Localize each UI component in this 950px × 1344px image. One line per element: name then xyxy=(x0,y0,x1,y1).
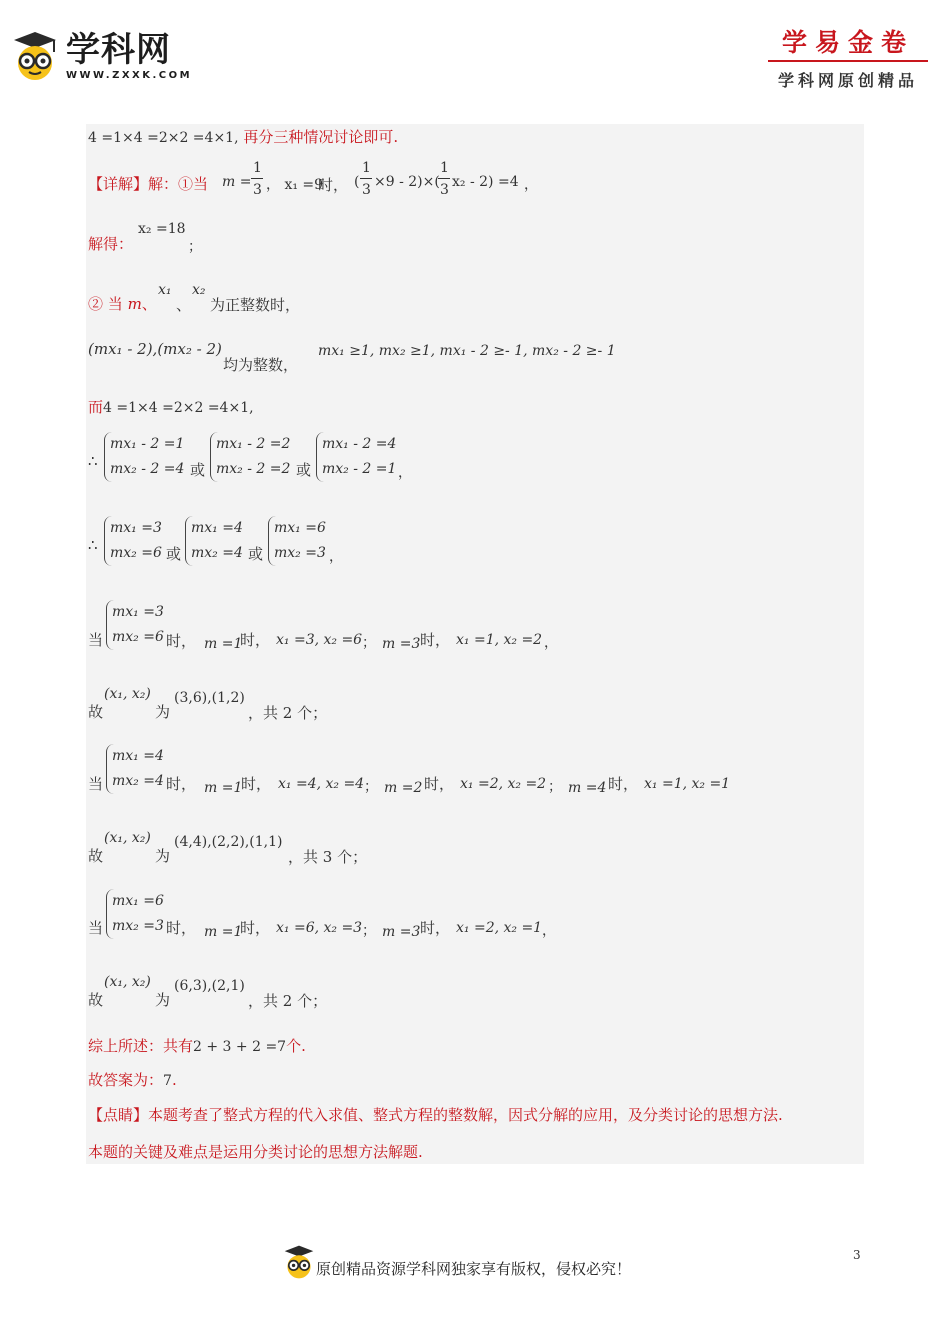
math-eq-open: ( xyxy=(354,174,360,190)
case2-cond: 为正整数时， xyxy=(210,296,301,314)
or-text: 或 xyxy=(248,545,264,563)
system-1c-eq1: mx₁ - 2 =4 xyxy=(322,436,397,452)
math-eq-mid: ×9 - 2)×( xyxy=(374,174,440,190)
brand-divider xyxy=(768,60,928,62)
math-eq-end: x₂ - 2) =4 xyxy=(452,174,519,190)
case1-when: 时， xyxy=(166,632,197,650)
therefore-gu: 故 xyxy=(88,847,104,865)
solution-content xyxy=(86,124,864,1164)
case3-when-3: 时， xyxy=(420,919,451,937)
punct-semicolon: ； xyxy=(548,779,562,795)
case1-pair: (x₁, x₂) xyxy=(104,686,151,702)
case2-x-values-3: x₁ =1, x₂ =1 xyxy=(644,776,731,792)
case1-total: ，共 2 个； xyxy=(248,704,328,722)
case2-m: m xyxy=(127,295,142,313)
case-when: 当 xyxy=(88,919,104,937)
case2-eq2: mx₂ =4 xyxy=(112,773,164,789)
frac-bar-2 xyxy=(360,178,372,179)
math-inequalities: mx₁ ≥1, mx₂ ≥1, mx₁ - 2 ≥- 1, mx₂ - 2 ≥- 1 xyxy=(318,343,616,359)
case2-sep1: 、 xyxy=(141,295,157,313)
or-text: 或 xyxy=(190,461,206,479)
case3-eq1: mx₁ =6 xyxy=(112,893,164,909)
mascot-icon xyxy=(282,1244,316,1280)
system-2b-eq2: mx₂ =4 xyxy=(191,545,243,561)
system-2c xyxy=(268,516,326,566)
case2-x-values-2: x₁ =2, x₂ =2 xyxy=(460,776,547,792)
detail-tag: 【详解】解：①当 xyxy=(88,175,209,193)
frac-bar xyxy=(251,178,263,179)
case3-x-values-1: x₁ =6, x₂ =3 xyxy=(276,920,363,936)
system-1a-eq2: mx₂ - 2 =4 xyxy=(110,461,185,477)
logo-url: WWW.ZXXK.COM xyxy=(66,69,193,81)
case1-m1: m =1 xyxy=(204,636,243,652)
case3-when-2: 时， xyxy=(240,919,271,937)
frac-numerator: 1 xyxy=(253,160,262,176)
case2-x-values-1: x₁ =4, x₂ =4 xyxy=(278,776,365,792)
math-m-eq: m = xyxy=(222,174,252,190)
therefore-gu: 故 xyxy=(88,991,104,1009)
case1-x-values-2: x₁ =1, x₂ =2 xyxy=(456,632,543,648)
case3-pair: (x₁, x₂) xyxy=(104,974,151,990)
system-1b-eq2: mx₂ - 2 =2 xyxy=(216,461,291,477)
mascot-icon xyxy=(10,30,60,82)
case2-values: (4,4),(2,2),(1,1) xyxy=(174,834,283,850)
solve-label: 解得： xyxy=(88,235,134,253)
case2-total: ，共 3 个； xyxy=(288,848,368,866)
case1-values: (3,6),(1,2) xyxy=(174,690,245,706)
math-integer-exprs: (mx₁ - 2),(mx₂ - 2) xyxy=(88,340,222,358)
case3-when: 时， xyxy=(166,919,197,937)
case-when: 当 xyxy=(88,631,104,649)
answer-value: 7 xyxy=(163,1073,172,1089)
system-2a-eq1: mx₁ =3 xyxy=(110,520,162,536)
answer-label: 故答案为： xyxy=(88,1071,164,1089)
case2-pair: (x₁, x₂) xyxy=(104,830,151,846)
punct-comma: ， xyxy=(329,549,343,565)
line-detail xyxy=(88,174,208,194)
system-2c-eq1: mx₁ =6 xyxy=(274,520,326,536)
system-2a xyxy=(104,516,162,566)
frac-denominator: 3 xyxy=(253,182,262,198)
case1-system xyxy=(106,600,164,650)
case2-m2: m =2 xyxy=(384,780,423,796)
case2-system xyxy=(106,744,164,794)
therefore-symbol: ∴ xyxy=(88,452,98,470)
line-case2 xyxy=(88,294,157,314)
frac-numerator-3: 1 xyxy=(440,160,449,176)
punct-semicolon: ； xyxy=(362,635,376,651)
case3-values: (6,3),(2,1) xyxy=(174,978,245,994)
case2-when: 时， xyxy=(166,775,197,793)
frac-bar-3 xyxy=(438,178,450,179)
case3-wei: 为 xyxy=(155,991,171,1009)
therefore-gu: 故 xyxy=(88,703,104,721)
frac-denominator-3: 3 xyxy=(440,182,449,198)
case1-eq2: mx₂ =6 xyxy=(112,629,164,645)
case3-m2: m =3 xyxy=(382,924,421,940)
system-1a xyxy=(104,432,184,482)
case1-m2: m =3 xyxy=(382,636,421,652)
line-intro xyxy=(88,127,398,148)
or-text: 或 xyxy=(296,461,312,479)
intro-text: 再分三种情况讨论即可. xyxy=(243,128,399,146)
case2-label: ② 当 xyxy=(88,295,123,313)
summary-math: 2 + 3 + 2 =7 xyxy=(193,1039,287,1055)
math-factorization: 4 =1×4 =2×2 =4×1, xyxy=(88,130,239,146)
case2-when-3: 时， xyxy=(424,775,455,793)
line-and xyxy=(88,397,254,418)
case3-eq2: mx₂ =3 xyxy=(112,918,164,934)
system-2b xyxy=(185,516,243,566)
system-2c-eq2: mx₂ =3 xyxy=(274,545,326,561)
case2-m1: m =1 xyxy=(204,780,243,796)
note-line-2: 本题的关键及难点是运用分类讨论的思想方法解题. xyxy=(88,1143,423,1161)
frac-numerator-2: 1 xyxy=(362,160,371,176)
integer-text: 均为整数， xyxy=(223,356,299,374)
site-logo[interactable] xyxy=(10,30,192,82)
system-2a-eq2: mx₂ =6 xyxy=(110,545,162,561)
line-answer xyxy=(88,1070,177,1091)
note-line-1: 【点睛】本题考查了整式方程的代入求值、整式方程的整数解，因式分解的应用，及分类讨论的思想方法. xyxy=(88,1106,783,1124)
line-solve xyxy=(88,234,133,254)
and-text: 而 xyxy=(88,398,104,416)
system-1b xyxy=(210,432,290,482)
punct-comma: ， xyxy=(544,635,558,651)
case2-when-2: 时， xyxy=(241,775,272,793)
system-1c xyxy=(316,432,396,482)
case2-x2: x₂ xyxy=(192,282,206,298)
punct-comma: ， xyxy=(524,177,538,193)
summary-unit: 个. xyxy=(286,1037,306,1055)
brand-block xyxy=(768,28,928,91)
case2-sep2: 、 xyxy=(176,296,192,314)
case1-x-values-1: x₁ =3, x₂ =6 xyxy=(276,632,363,648)
punct-semicolon: ； xyxy=(364,779,378,795)
page-number: 3 xyxy=(853,1248,861,1262)
case3-total: ，共 2 个； xyxy=(248,992,328,1010)
case1-wei: 为 xyxy=(155,703,171,721)
case3-system xyxy=(106,889,164,939)
case2-x1: x₁ xyxy=(158,282,172,298)
case3-x-values-2: x₁ =2, x₂ =1 xyxy=(456,920,543,936)
system-1b-eq1: mx₁ - 2 =2 xyxy=(216,436,291,452)
math-x1-eq: ， x₁ =9 xyxy=(266,177,324,193)
system-1a-eq1: mx₁ - 2 =1 xyxy=(110,436,185,452)
line-summary xyxy=(88,1036,306,1057)
or-text: 或 xyxy=(166,545,182,563)
system-1c-eq2: mx₂ - 2 =1 xyxy=(322,461,397,477)
summary-text: 综上所述：共有 xyxy=(88,1037,194,1055)
case-when: 当 xyxy=(88,775,104,793)
therefore-symbol: ∴ xyxy=(88,536,98,554)
punct-semicolon: ； xyxy=(188,239,202,255)
text-when: 时， xyxy=(318,176,349,194)
math-x2-result: x₂ =18 xyxy=(138,221,186,237)
copyright-notice: 原创精品资源学科网独家享有版权，侵权必究！ xyxy=(316,1260,632,1278)
system-2b-eq1: mx₁ =4 xyxy=(191,520,243,536)
case1-when-2: 时， xyxy=(240,631,271,649)
case2-eq1: mx₁ =4 xyxy=(112,748,164,764)
case1-when-3: 时， xyxy=(420,631,451,649)
answer-period: . xyxy=(171,1071,177,1089)
case2-m3: m =4 xyxy=(568,780,607,796)
footer xyxy=(0,1250,950,1290)
brand-title: 学易金卷 xyxy=(781,28,914,57)
punct-semicolon: ； xyxy=(362,923,376,939)
punct-comma: ， xyxy=(542,923,556,939)
case2-when-4: 时， xyxy=(608,775,639,793)
brand-subtitle: 学科网原创精品 xyxy=(777,71,918,90)
case3-m1: m =1 xyxy=(204,924,243,940)
punct-comma: ， xyxy=(398,465,412,481)
logo-title: 学科网 xyxy=(66,29,171,70)
math-factorization-2: 4 =1×4 =2×2 =4×1, xyxy=(103,400,254,416)
case1-eq1: mx₁ =3 xyxy=(112,604,164,620)
case2-wei: 为 xyxy=(155,847,171,865)
frac-denominator-2: 3 xyxy=(362,182,371,198)
